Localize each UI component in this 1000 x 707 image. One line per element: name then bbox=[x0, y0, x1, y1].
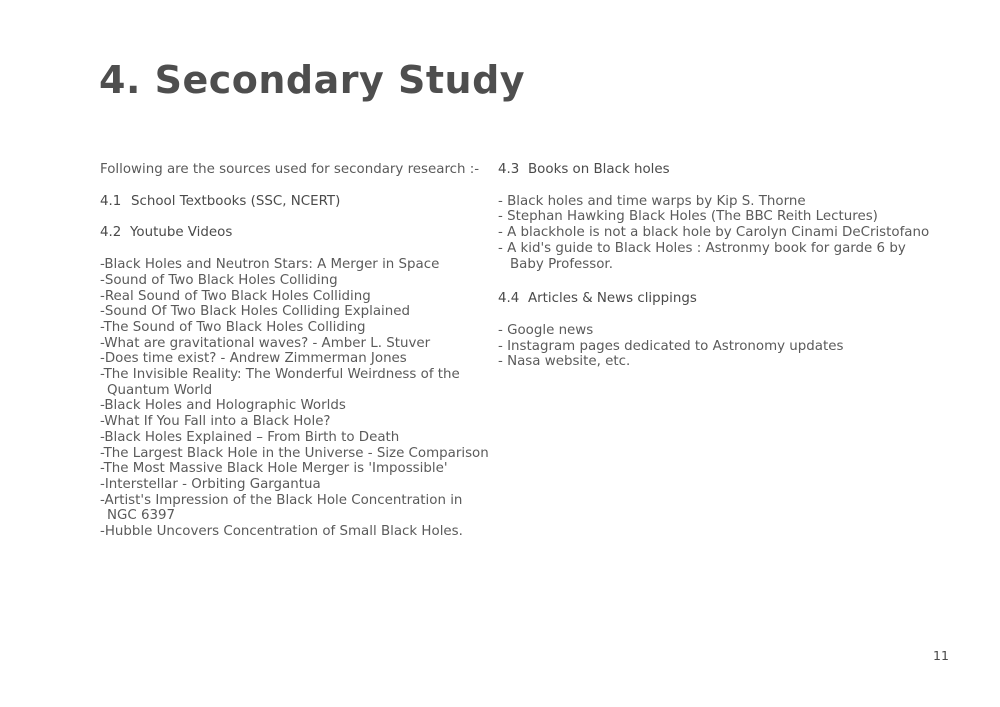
list-item: - Black holes and time warps by Kip S. Thorne bbox=[498, 193, 806, 209]
list-item: - Instagram pages dedicated to Astronomy updates bbox=[498, 338, 844, 354]
right-column bbox=[498, 162, 938, 370]
section-label: Books on Black holes bbox=[528, 162, 670, 177]
section-heading-4-4 bbox=[498, 291, 938, 307]
list-item: -Sound of Two Black Holes Colliding bbox=[100, 272, 338, 288]
list-item: -The Sound of Two Black Holes Colliding bbox=[100, 319, 366, 335]
video-list bbox=[100, 257, 489, 540]
page-title: 4. Secondary Study bbox=[99, 58, 526, 102]
list-item: -Hubble Uncovers Concentration of Small Black Holes. bbox=[100, 524, 463, 540]
list-item: -Black Holes and Neutron Stars: A Merger in Space bbox=[100, 257, 440, 273]
list-item: -Artist's Impression of the Black Hole Concentration in bbox=[100, 492, 463, 508]
section-label: School Textbooks (SSC, NCERT) bbox=[131, 193, 341, 209]
list-item: -Interstellar - Orbiting Gargantua bbox=[100, 476, 321, 492]
section-heading-4-2 bbox=[100, 225, 480, 241]
section-label: Youtube Videos bbox=[130, 225, 233, 241]
list-item-continuation: Baby Professor. bbox=[510, 256, 613, 272]
list-item: - Stephan Hawking Black Holes (The BBC Reith Lectures) bbox=[498, 209, 878, 225]
article-list bbox=[498, 323, 938, 370]
list-item: - A kid's guide to Black Holes : Astronmy book for garde 6 by bbox=[498, 240, 906, 256]
list-item-continuation: Quantum World bbox=[107, 382, 213, 398]
list-item: - A blackhole is not a black hole by Carolyn Cinami DeCristofano bbox=[498, 225, 930, 241]
section-heading-4-3 bbox=[498, 162, 938, 178]
list-item: -The Invisible Reality: The Wonderful Weirdness of the bbox=[100, 367, 460, 383]
list-item: -What are gravitational waves? - Amber L. Stuver bbox=[100, 335, 431, 351]
list-item: -The Largest Black Hole in the Universe - Size Comparison bbox=[100, 445, 489, 461]
list-item: -Black Holes and Holographic Worlds bbox=[100, 398, 346, 414]
list-item: -Real Sound of Two Black Holes Colliding bbox=[100, 288, 371, 304]
left-column bbox=[100, 162, 489, 540]
section-number: 4.1 bbox=[100, 193, 122, 209]
list-item: -Black Holes Explained – From Birth to Death bbox=[100, 429, 400, 445]
list-item: - Google news bbox=[498, 322, 594, 338]
section-heading-4-1 bbox=[100, 194, 480, 210]
book-list bbox=[498, 194, 938, 273]
intro-text: Following are the sources used for secondary research :- bbox=[100, 162, 480, 177]
section-number: 4.4 bbox=[498, 291, 520, 307]
list-item: -Does time exist? - Andrew Zimmerman Jones bbox=[100, 351, 407, 367]
list-item: -Sound Of Two Black Holes Colliding Explained bbox=[100, 304, 410, 320]
section-label: Articles & News clippings bbox=[528, 291, 697, 307]
list-item-continuation: NGC 6397 bbox=[107, 508, 176, 524]
list-item: - Nasa website, etc. bbox=[498, 354, 631, 370]
page-number: 11 bbox=[933, 648, 949, 663]
section-number: 4.2 bbox=[100, 225, 122, 241]
section-number: 4.3 bbox=[498, 162, 520, 177]
list-item: -What If You Fall into a Black Hole? bbox=[100, 414, 331, 430]
list-item: -The Most Massive Black Hole Merger is 'Impossible' bbox=[100, 461, 448, 477]
